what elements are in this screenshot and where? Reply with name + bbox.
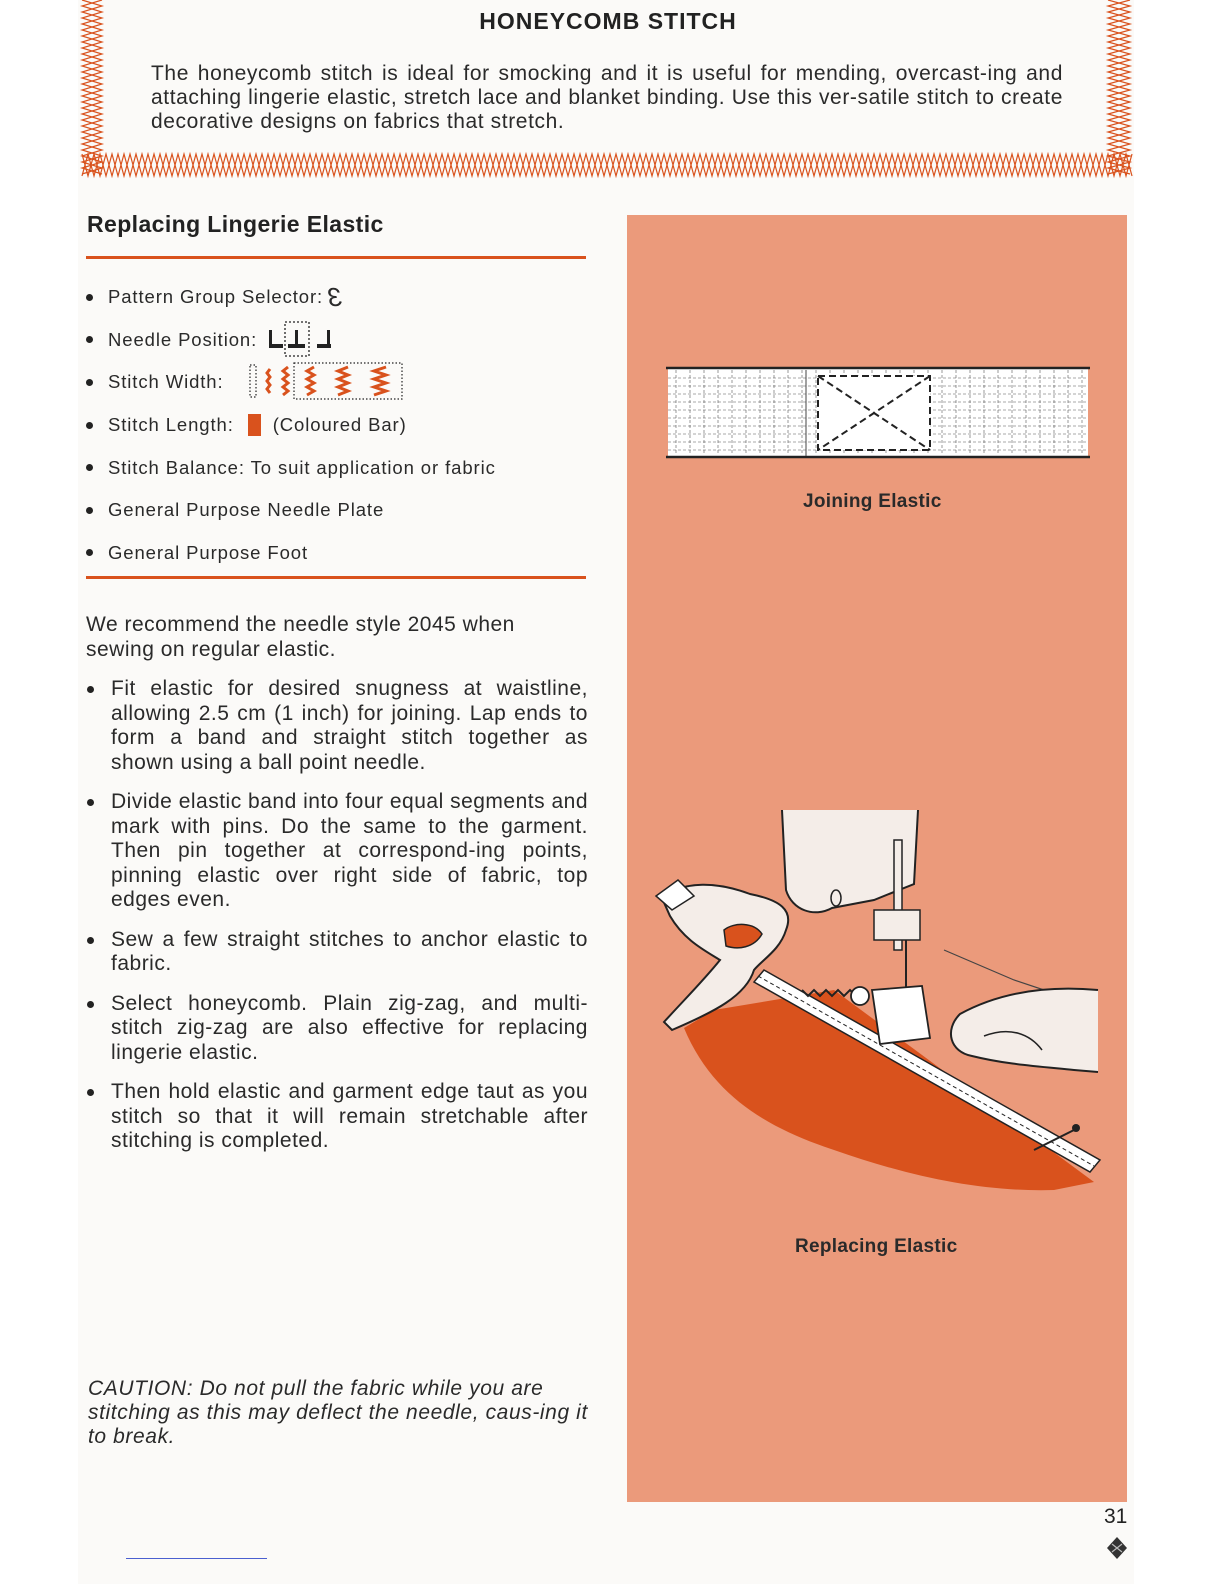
left-margin (0, 0, 78, 1584)
section-heading: Replacing Lingerie Elastic (87, 211, 384, 237)
instruction-list (86, 677, 588, 1169)
spec-stitch-balance (86, 446, 606, 489)
spec-label: Stitch Balance: To suit application or fabric (108, 456, 496, 478)
instruction-item (86, 992, 588, 1066)
bottom-rule (86, 576, 586, 579)
bullet-icon (86, 379, 93, 386)
instruction-text: Select honeycomb. Plain zig-zag, and multi-stitch zig-zag are also effective for replacing lingerie elastic. (111, 991, 588, 1064)
spec-foot (86, 532, 606, 575)
spec-label: Stitch Length: (108, 414, 234, 436)
replacing-elastic-caption: Replacing Elastic (795, 1236, 958, 1257)
intro-paragraph: The honeycomb stitch is ideal for smocking and it is useful for mending, overcast-ing and attaching lingerie elastic, stretch lace and blanket binding. Use this ver-satile stitch to create decorative designs on fabrics that stretch. (151, 62, 1063, 133)
recommendation-paragraph: We recommend the needle style 2045 when sewing on regular elastic. (86, 613, 515, 661)
spec-label: Stitch Width: (108, 371, 224, 393)
spec-label: General Purpose Foot (108, 541, 309, 563)
spec-needle-plate (86, 489, 606, 532)
instruction-item (86, 790, 588, 913)
settings-list (86, 276, 606, 574)
spec-label: General Purpose Needle Plate (108, 499, 385, 521)
bullet-icon (87, 686, 94, 693)
spec-label: Needle Position: (108, 328, 258, 350)
coloured-bar-icon (248, 414, 261, 436)
caution-note: CAUTION: Do not pull the fabric while you are stitching as this may deflect the needle, caus-ing it to break. (88, 1377, 588, 1448)
instruction-item (86, 677, 588, 775)
corner-mark-icon (1106, 1536, 1128, 1560)
spec-pattern-group (86, 276, 606, 319)
instruction-text: Sew a few straight stitches to anchor elastic to fabric. (111, 927, 588, 975)
bullet-icon (87, 1089, 94, 1096)
page-title: HONEYCOMB STITCH (479, 8, 737, 34)
pattern-group-value: 3 (327, 281, 343, 312)
spec-stitch-width (86, 361, 606, 404)
instruction-item (86, 928, 588, 977)
instruction-text: Then hold elastic and garment edge taut as you stitch so that it will remain stretchable after stitching is completed. (111, 1080, 588, 1152)
stitch-length-value: (Coloured Bar) (272, 414, 407, 436)
bullet-icon (86, 507, 93, 514)
instruction-item (86, 1080, 588, 1154)
bullet-icon (86, 464, 93, 471)
page-number: 31 (1104, 1505, 1128, 1528)
instruction-text: Fit elastic for desired snugness at waistline, allowing 2.5 cm (1 inch) for joining. Lap ends to form a band and straight stitch together as shown using a ball point needle. (111, 677, 588, 774)
spec-needle-position (86, 319, 606, 362)
top-rule (86, 256, 586, 259)
bullet-icon (86, 422, 93, 429)
bullet-icon (86, 294, 93, 301)
bullet-icon (87, 799, 94, 806)
bullet-icon (86, 549, 93, 556)
joining-elastic-illustration (666, 366, 1090, 460)
bullet-icon (87, 1001, 94, 1008)
instruction-text: Divide elastic band into four equal segments and mark with pins. Do the same to the garment. Then pin together at correspond-ing points, pinning elastic over right side of fabric, top edges even. (111, 790, 588, 911)
joining-elastic-caption: Joining Elastic (803, 491, 942, 512)
stitch-width-icon (248, 361, 408, 403)
replacing-elastic-illustration (654, 800, 1104, 1200)
spec-label: Pattern Group Selector: (108, 286, 324, 308)
footnote-rule (126, 1558, 267, 1559)
spec-stitch-length (86, 404, 606, 447)
bullet-icon (87, 937, 94, 944)
needle-position-icon (265, 320, 337, 360)
bullet-icon (86, 336, 93, 343)
